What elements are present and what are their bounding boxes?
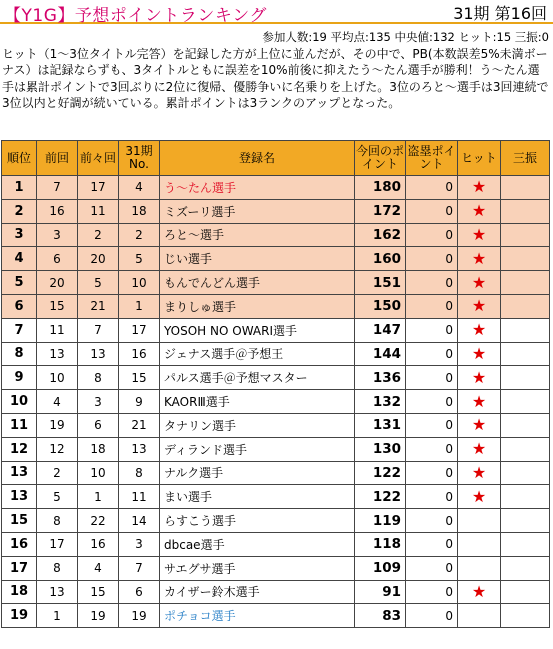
table-row — [2, 199, 550, 223]
points-cell: 109 — [355, 556, 406, 580]
player-name-cell: ナルク選手 — [160, 461, 355, 485]
rank-cell: 6 — [2, 294, 37, 318]
hit-cell — [458, 556, 501, 580]
table-row — [2, 413, 550, 437]
prev2-rank-cell: 15 — [78, 580, 119, 604]
entry-number-cell: 11 — [119, 485, 160, 509]
strikeout-cell — [501, 461, 550, 485]
table-row — [2, 247, 550, 271]
hit-cell — [458, 437, 501, 461]
steal-points-cell: 0 — [406, 485, 458, 509]
points-cell: 132 — [355, 390, 406, 414]
prev2-rank-cell: 7 — [78, 318, 119, 342]
hit-cell — [458, 176, 501, 200]
hit-star-icon: ★ — [471, 224, 487, 244]
prev2-rank-cell: 8 — [78, 366, 119, 390]
header-prev2: 前々回 — [78, 141, 119, 176]
player-name-cell: ジェナス選手＠予想王 — [160, 342, 355, 366]
rank-cell: 15 — [2, 509, 37, 533]
points-cell: 122 — [355, 461, 406, 485]
prev-rank-cell: 3 — [37, 223, 78, 247]
entry-number-cell: 21 — [119, 413, 160, 437]
header-prev: 前回 — [37, 141, 78, 176]
hit-star-icon: ★ — [471, 415, 487, 435]
player-name-cell: ポチョコ選手 — [160, 604, 355, 628]
prev2-rank-cell: 3 — [78, 390, 119, 414]
player-name-cell: パルス選手＠予想マスター — [160, 366, 355, 390]
steal-points-cell: 0 — [406, 413, 458, 437]
prev-rank-cell: 8 — [37, 556, 78, 580]
hit-star-icon: ★ — [471, 320, 487, 340]
rank-cell: 8 — [2, 342, 37, 366]
entry-number-cell: 9 — [119, 390, 160, 414]
hit-star-icon: ★ — [471, 581, 487, 601]
prev-rank-cell: 2 — [37, 461, 78, 485]
strikeout-cell — [501, 318, 550, 342]
hit-cell — [458, 413, 501, 437]
rank-cell: 3 — [2, 223, 37, 247]
strikeout-cell — [501, 223, 550, 247]
header-steal: 盗塁ポイント — [406, 141, 458, 176]
strikeout-cell — [501, 390, 550, 414]
entry-number-cell: 17 — [119, 318, 160, 342]
player-name-cell: YOSOH NO OWARI選手 — [160, 318, 355, 342]
prev2-rank-cell: 16 — [78, 532, 119, 556]
strikeout-cell — [501, 342, 550, 366]
steal-points-cell: 0 — [406, 366, 458, 390]
entry-number-cell: 18 — [119, 199, 160, 223]
prev2-rank-cell: 19 — [78, 604, 119, 628]
header-points: 今回のポイント — [355, 141, 406, 176]
points-cell: 131 — [355, 413, 406, 437]
ranking-table — [1, 140, 550, 628]
points-cell: 180 — [355, 176, 406, 200]
entry-number-cell: 5 — [119, 247, 160, 271]
strikeout-cell — [501, 437, 550, 461]
table-row — [2, 271, 550, 295]
strikeout-cell — [501, 413, 550, 437]
hit-cell — [458, 247, 501, 271]
player-name-cell: もんでんどん選手 — [160, 271, 355, 295]
table-row — [2, 556, 550, 580]
steal-points-cell: 0 — [406, 437, 458, 461]
strikeout-cell — [501, 176, 550, 200]
steal-points-cell: 0 — [406, 580, 458, 604]
prev-rank-cell: 8 — [37, 509, 78, 533]
summary-stats: 参加人数:19 平均点:135 中央値:132 ヒット:15 三振:0 — [262, 30, 549, 44]
strikeout-cell — [501, 199, 550, 223]
table-row — [2, 580, 550, 604]
player-name-cell: dbcae選手 — [160, 532, 355, 556]
steal-points-cell: 0 — [406, 342, 458, 366]
hit-star-icon: ★ — [471, 462, 487, 482]
hit-cell — [458, 342, 501, 366]
hit-cell — [458, 604, 501, 628]
rank-cell: 18 — [2, 580, 37, 604]
hit-cell — [458, 509, 501, 533]
prev-rank-cell: 10 — [37, 366, 78, 390]
rank-cell: 13 — [2, 461, 37, 485]
hit-star-icon: ★ — [471, 391, 487, 411]
header-name: 登録名 — [160, 141, 355, 176]
points-cell: 119 — [355, 509, 406, 533]
player-name-cell: らすこう選手 — [160, 509, 355, 533]
entry-number-cell: 15 — [119, 366, 160, 390]
hit-cell — [458, 485, 501, 509]
prev-rank-cell: 1 — [37, 604, 78, 628]
player-name-cell: カイザー鈴木選手 — [160, 580, 355, 604]
prev2-rank-cell: 22 — [78, 509, 119, 533]
prev-rank-cell: 20 — [37, 271, 78, 295]
entry-number-cell: 19 — [119, 604, 160, 628]
steal-points-cell: 0 — [406, 604, 458, 628]
page-title: 【Y1G】予想ポイントランキング — [4, 6, 267, 26]
hit-star-icon: ★ — [471, 367, 487, 387]
rank-cell: 12 — [2, 437, 37, 461]
table-row — [2, 461, 550, 485]
entry-number-cell: 10 — [119, 271, 160, 295]
steal-points-cell: 0 — [406, 318, 458, 342]
rank-cell: 9 — [2, 366, 37, 390]
hit-star-icon: ★ — [471, 439, 487, 459]
hit-star-icon: ★ — [471, 201, 487, 221]
points-cell: 151 — [355, 271, 406, 295]
rank-cell: 13 — [2, 485, 37, 509]
hit-cell — [458, 271, 501, 295]
table-row — [2, 509, 550, 533]
hit-star-icon: ★ — [471, 177, 487, 197]
steal-points-cell: 0 — [406, 223, 458, 247]
player-name-cell: タナリン選手 — [160, 413, 355, 437]
points-cell: 136 — [355, 366, 406, 390]
hit-cell — [458, 199, 501, 223]
prev-rank-cell: 5 — [37, 485, 78, 509]
strikeout-cell — [501, 580, 550, 604]
prev2-rank-cell: 13 — [78, 342, 119, 366]
strikeout-cell — [501, 509, 550, 533]
points-cell: 83 — [355, 604, 406, 628]
entry-number-cell: 3 — [119, 532, 160, 556]
prev2-rank-cell: 4 — [78, 556, 119, 580]
steal-points-cell: 0 — [406, 461, 458, 485]
strikeout-cell — [501, 247, 550, 271]
entry-number-cell: 14 — [119, 509, 160, 533]
hit-cell — [458, 580, 501, 604]
hit-cell — [458, 366, 501, 390]
prev-rank-cell: 11 — [37, 318, 78, 342]
steal-points-cell: 0 — [406, 556, 458, 580]
table-row — [2, 318, 550, 342]
hit-star-icon: ★ — [471, 248, 487, 268]
player-name-cell: ミズーリ選手 — [160, 199, 355, 223]
prev-rank-cell: 4 — [37, 390, 78, 414]
prev2-rank-cell: 11 — [78, 199, 119, 223]
strikeout-cell — [501, 556, 550, 580]
entry-number-cell: 2 — [119, 223, 160, 247]
steal-points-cell: 0 — [406, 176, 458, 200]
steal-points-cell: 0 — [406, 271, 458, 295]
strikeout-cell — [501, 532, 550, 556]
entry-number-cell: 13 — [119, 437, 160, 461]
rank-cell: 7 — [2, 318, 37, 342]
points-cell: 162 — [355, 223, 406, 247]
prev-rank-cell: 17 — [37, 532, 78, 556]
rank-cell: 2 — [2, 199, 37, 223]
table-row — [2, 604, 550, 628]
prev-rank-cell: 7 — [37, 176, 78, 200]
hit-star-icon: ★ — [471, 486, 487, 506]
player-name-cell: KAORⅢ選手 — [160, 390, 355, 414]
table-row — [2, 437, 550, 461]
entry-number-cell: 7 — [119, 556, 160, 580]
table-row — [2, 294, 550, 318]
prev2-rank-cell: 10 — [78, 461, 119, 485]
steal-points-cell: 0 — [406, 532, 458, 556]
entry-number-cell: 1 — [119, 294, 160, 318]
player-name-cell: まい選手 — [160, 485, 355, 509]
table-row — [2, 390, 550, 414]
prev2-rank-cell: 5 — [78, 271, 119, 295]
hit-cell — [458, 461, 501, 485]
steal-points-cell: 0 — [406, 509, 458, 533]
header-no: 31期No. — [119, 141, 160, 176]
points-cell: 130 — [355, 437, 406, 461]
rank-cell: 19 — [2, 604, 37, 628]
hit-cell — [458, 532, 501, 556]
prev-rank-cell: 15 — [37, 294, 78, 318]
points-cell: 144 — [355, 342, 406, 366]
strikeout-cell — [501, 604, 550, 628]
player-name-cell: サエグサ選手 — [160, 556, 355, 580]
rank-cell: 4 — [2, 247, 37, 271]
entry-number-cell: 4 — [119, 176, 160, 200]
hit-cell — [458, 294, 501, 318]
points-cell: 122 — [355, 485, 406, 509]
header-hit: ヒット — [458, 141, 501, 176]
prev2-rank-cell: 1 — [78, 485, 119, 509]
hit-cell — [458, 318, 501, 342]
steal-points-cell: 0 — [406, 247, 458, 271]
prev-rank-cell: 12 — [37, 437, 78, 461]
rank-cell: 1 — [2, 176, 37, 200]
rank-cell: 17 — [2, 556, 37, 580]
hit-star-icon: ★ — [471, 272, 487, 292]
table-row — [2, 485, 550, 509]
player-name-cell: まりしゅ選手 — [160, 294, 355, 318]
table-row — [2, 342, 550, 366]
header-strikeout: 三振 — [501, 141, 550, 176]
prev2-rank-cell: 17 — [78, 176, 119, 200]
entry-number-cell: 6 — [119, 580, 160, 604]
points-cell: 160 — [355, 247, 406, 271]
strikeout-cell — [501, 366, 550, 390]
prev-rank-cell: 13 — [37, 580, 78, 604]
points-cell: 91 — [355, 580, 406, 604]
strikeout-cell — [501, 294, 550, 318]
rank-cell: 11 — [2, 413, 37, 437]
points-cell: 150 — [355, 294, 406, 318]
hit-star-icon: ★ — [471, 343, 487, 363]
rank-cell: 16 — [2, 532, 37, 556]
table-row — [2, 532, 550, 556]
hit-cell — [458, 390, 501, 414]
rank-cell: 10 — [2, 390, 37, 414]
entry-number-cell: 8 — [119, 461, 160, 485]
table-row — [2, 176, 550, 200]
prev2-rank-cell: 18 — [78, 437, 119, 461]
table-row — [2, 366, 550, 390]
steal-points-cell: 0 — [406, 199, 458, 223]
player-name-cell: ディランド選手 — [160, 437, 355, 461]
period-label: 31期 第16回 — [453, 4, 547, 23]
player-name-cell: う～たん選手 — [160, 176, 355, 200]
prev-rank-cell: 19 — [37, 413, 78, 437]
header-bar — [0, 0, 553, 24]
prev-rank-cell: 6 — [37, 247, 78, 271]
hit-cell — [458, 223, 501, 247]
player-name-cell: ろと～選手 — [160, 223, 355, 247]
hit-star-icon: ★ — [471, 296, 487, 316]
prev2-rank-cell: 20 — [78, 247, 119, 271]
strikeout-cell — [501, 271, 550, 295]
header-rank: 順位 — [2, 141, 37, 176]
player-name-cell: じい選手 — [160, 247, 355, 271]
rank-cell: 5 — [2, 271, 37, 295]
round-commentary: ヒット（1～3位タイトル完答）を記録した方が上位に並んだが、その中で、PB(本数誤差5%未満ボーナス）は記録ならずも、3タイトルともに誤差を10%前後に抑えたう～たん選手が勝利！う～たん選手は累計ポイントで3回ぶりに2位に復帰、優勝争いに名乗りを上げた。3位のろと～選手は3回連続で3位以内と好調が続いている。累計ポイントは3ランクのアップとなった。 — [2, 47, 549, 110]
points-cell: 118 — [355, 532, 406, 556]
strikeout-cell — [501, 485, 550, 509]
prev-rank-cell: 16 — [37, 199, 78, 223]
points-cell: 172 — [355, 199, 406, 223]
steal-points-cell: 0 — [406, 390, 458, 414]
prev2-rank-cell: 21 — [78, 294, 119, 318]
prev2-rank-cell: 2 — [78, 223, 119, 247]
points-cell: 147 — [355, 318, 406, 342]
prev2-rank-cell: 6 — [78, 413, 119, 437]
steal-points-cell: 0 — [406, 294, 458, 318]
prev-rank-cell: 13 — [37, 342, 78, 366]
table-header-row — [2, 141, 550, 176]
entry-number-cell: 16 — [119, 342, 160, 366]
table-row — [2, 223, 550, 247]
